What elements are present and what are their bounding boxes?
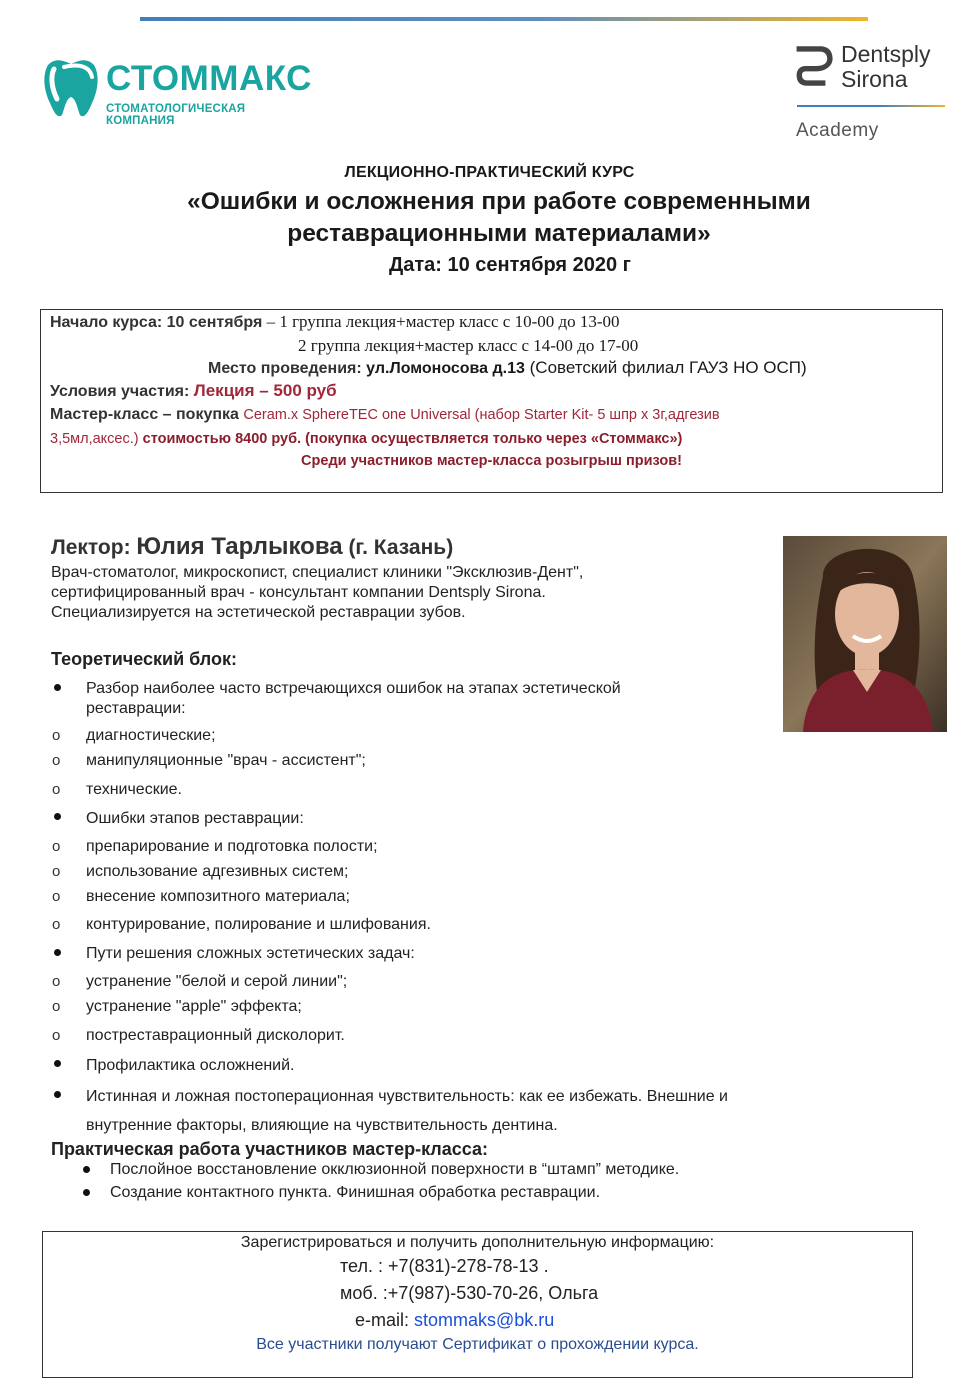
course-date: Дата: 10 сентября 2020 г xyxy=(388,254,631,276)
lector-city: (г. Казань) xyxy=(342,536,454,559)
theory-item: препарирование и подготовка полости; xyxy=(86,838,378,855)
masterclass-product2: 3,5мл,аксес.) xyxy=(50,431,143,447)
email-label: e-mail: xyxy=(355,1310,415,1330)
dentsply-line1: Dentsply xyxy=(841,41,931,67)
academy-label: Academy xyxy=(796,120,879,141)
venue-line xyxy=(208,358,807,378)
stommaks-name: СТОММАКС xyxy=(106,59,312,98)
theory-item: Разбор наиболее часто встречающихся ошибок на этапах эстетической xyxy=(86,680,621,697)
prize-note: Среди участников мастер-класса розыгрыш призов! xyxy=(301,453,682,469)
contact-intro: Зарегистрироваться и получить дополнительную информацию: xyxy=(240,1234,715,1251)
theory-item: Ошибки этапов реставрации: xyxy=(86,810,304,827)
theory-item: реставрации: xyxy=(86,700,186,717)
venue-label: Место проведения: xyxy=(208,360,362,377)
course-title-line1: «Ошибки и осложнения при работе современными xyxy=(187,188,811,215)
tooth-logo-icon xyxy=(40,55,102,121)
conditions-line xyxy=(50,381,337,401)
theory-item: Профилактика осложнений. xyxy=(86,1057,295,1074)
bullet-circle: o xyxy=(52,838,61,855)
course-kicker: ЛЕКЦИОННО-ПРАКТИЧЕСКИЙ КУРС xyxy=(344,164,635,181)
theory-item: Пути решения сложных эстетических задач: xyxy=(86,945,415,962)
theory-item: диагностические; xyxy=(86,727,216,744)
bullet-dot xyxy=(54,684,61,691)
bio-line2: сертифицированный врач - консультант компании Dentsply Sirona. xyxy=(51,584,546,601)
contact-email-line xyxy=(355,1310,554,1331)
bullet-circle: o xyxy=(52,863,61,880)
theory-item: внесение композитного материала; xyxy=(86,888,350,905)
theory-item: устранение "белой и серой линии"; xyxy=(86,973,348,990)
lector-label: Лектор: xyxy=(51,536,137,559)
theory-item: внутренние факторы, влияющие на чувствительность дентина. xyxy=(86,1117,558,1134)
certificate-note: Все участники получают Сертификат о прохождении курса. xyxy=(256,1336,699,1353)
bullet-dot xyxy=(54,813,61,820)
practice-item: Послойное восстановление окклюзионной поверхности в “штамп” методике. xyxy=(110,1161,680,1178)
course-title xyxy=(0,186,979,250)
theory-item: манипуляционные "врач - ассистент"; xyxy=(86,752,366,769)
bio-line3: Специализируется на эстетической реставрации зубов. xyxy=(51,604,466,621)
dentsply-sirona-logo xyxy=(795,42,955,147)
theory-item: постреставрационный дисколорит. xyxy=(86,1027,345,1044)
conditions-label: Условия участия: xyxy=(50,383,194,400)
bullet-circle: o xyxy=(52,916,61,933)
theory-item: контурирование, полирование и шлифования. xyxy=(86,916,431,933)
contact-mobile: моб. :+7(987)-530-70-26, Ольга xyxy=(340,1283,599,1303)
lector-heading xyxy=(51,533,453,561)
theory-item: устранение "apple" эффекта; xyxy=(86,998,302,1015)
theory-item: Истинная и ложная постоперационная чувствительность: как ее избежать. Внешние и xyxy=(86,1088,728,1105)
group1: – 1 группа лекция+мастер класс с 10-00 до 13-00 xyxy=(262,312,620,331)
bullet-dot xyxy=(83,1166,90,1173)
dentsply-line2: Sirona xyxy=(841,66,908,92)
bullet-circle: o xyxy=(52,727,61,744)
lector-photo xyxy=(783,536,947,732)
conditions-value: Лекция – 500 руб xyxy=(193,381,337,400)
theory-heading: Теоретический блок: xyxy=(51,649,237,669)
dentsply-name xyxy=(841,42,930,92)
lector-bio xyxy=(51,563,751,623)
masterclass-price: стоимостью 8400 руб. (покупка осуществляется только через «Стоммакс») xyxy=(142,431,683,447)
course-title-line2: реставрационными материалами» xyxy=(287,220,711,247)
bullet-dot xyxy=(54,949,61,956)
bullet-circle: o xyxy=(52,781,61,798)
top-accent-line xyxy=(140,17,868,21)
theory-item: использование адгезивных систем; xyxy=(86,863,349,880)
stommaks-logo xyxy=(40,55,310,125)
academy-divider xyxy=(797,105,945,107)
dentsply-s-mark-icon xyxy=(795,44,835,90)
bullet-circle: o xyxy=(52,998,61,1015)
course-info-box xyxy=(40,309,943,493)
group2: 2 группа лекция+мастер класс с 14-00 до 17-00 xyxy=(298,336,639,355)
email-link[interactable]: stommaks@bk.ru xyxy=(414,1310,555,1330)
start-label: Начало курса: 10 сентября xyxy=(50,314,263,331)
masterclass-line xyxy=(50,406,720,424)
bullet-circle: o xyxy=(52,973,61,990)
bullet-circle: o xyxy=(52,1027,61,1044)
masterclass-label: Мастер-класс – покупка xyxy=(50,406,244,423)
venue-address: ул.Ломоносова д.13 xyxy=(361,360,525,377)
bio-line1: Врач-стоматолог, микроскопист, специалист клиники "Эксклюзив-Дент", xyxy=(51,564,584,581)
theory-item: технические. xyxy=(86,781,182,798)
practice-heading: Практическая работа участников мастер-класса: xyxy=(51,1139,488,1159)
start-line xyxy=(50,312,620,332)
contact-phone: тел. : +7(831)-278-78-13 . xyxy=(340,1256,549,1276)
venue-note: (Советский филиал ГАУЗ НО ОСП) xyxy=(524,358,807,377)
bullet-circle: o xyxy=(52,888,61,905)
bullet-dot xyxy=(83,1189,90,1196)
masterclass-line2 xyxy=(50,430,682,448)
bullet-circle: o xyxy=(52,752,61,769)
practice-item: Создание контактного пункта. Финишная обработка реставрации. xyxy=(110,1184,601,1201)
bullet-dot xyxy=(54,1060,61,1067)
masterclass-product: Ceram.x SphereTEC one Universal (набор Starter Kit- 5 шпр х 3г,адгезив xyxy=(243,407,720,423)
lector-name: Юлия Тарлыкова xyxy=(136,533,343,560)
contact-box xyxy=(42,1231,913,1378)
bullet-dot xyxy=(54,1091,61,1098)
stommaks-subtitle: СТОМАТОЛОГИЧЕСКАЯ КОМПАНИЯ xyxy=(106,103,246,127)
